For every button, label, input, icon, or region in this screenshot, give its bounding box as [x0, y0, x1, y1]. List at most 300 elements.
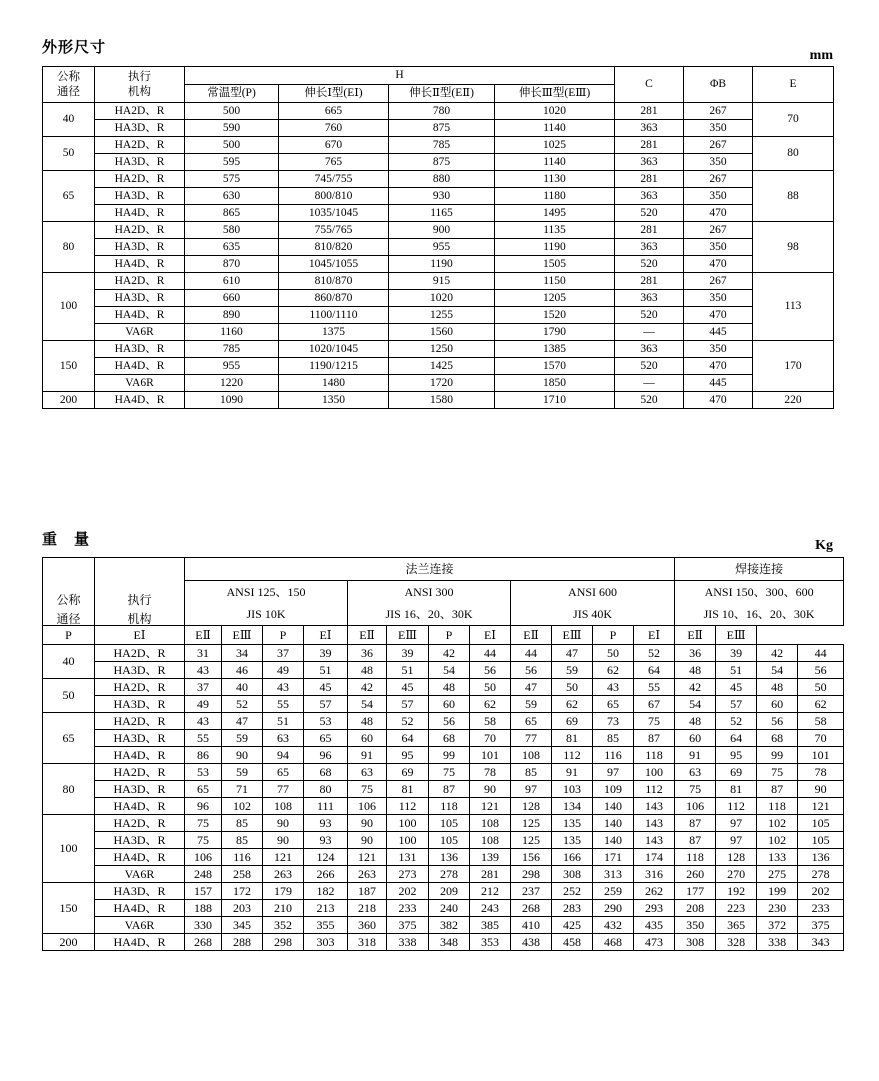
weight-value: 100	[387, 815, 429, 832]
weight-value: 425	[552, 917, 593, 934]
actuator: HA4D、R	[95, 358, 185, 375]
c-value: 281	[615, 222, 684, 239]
weight-value: 80	[304, 781, 348, 798]
h-e3: 1790	[495, 324, 615, 341]
h-e2: 1580	[389, 392, 495, 409]
weight-value: 43	[593, 679, 634, 696]
weight-value: 48	[757, 679, 798, 696]
actuator: HA3D、R	[95, 781, 185, 798]
table-row	[43, 103, 834, 120]
table-row	[43, 222, 834, 239]
weight-value: 432	[593, 917, 634, 934]
weight-value: 308	[552, 866, 593, 883]
weight-value: 135	[552, 815, 593, 832]
actuator: HA3D、R	[95, 883, 185, 900]
weight-value: 233	[387, 900, 429, 917]
weight-value: 45	[716, 679, 757, 696]
weight-value: 139	[470, 849, 511, 866]
weight-value: 51	[263, 713, 304, 730]
weight-value: 375	[387, 917, 429, 934]
weight-value: 298	[511, 866, 552, 883]
weight-value: 49	[263, 662, 304, 679]
table-row	[43, 917, 844, 934]
c-value: 520	[615, 307, 684, 324]
weight-value: 85	[222, 832, 263, 849]
weight-value: 90	[348, 815, 387, 832]
weight-value: 109	[593, 781, 634, 798]
b-value: 350	[684, 188, 753, 205]
weight-value: 174	[634, 849, 675, 866]
actuator: HA2D、R	[95, 273, 185, 290]
header-col-3-4: EⅢ	[552, 626, 593, 645]
table-row	[43, 256, 834, 273]
table-row	[43, 662, 844, 679]
header-col-2-4: EⅢ	[387, 626, 429, 645]
weight-value: 318	[348, 934, 387, 951]
header-col-2-3: EⅡ	[348, 626, 387, 645]
table-row	[43, 883, 844, 900]
weight-value: 124	[304, 849, 348, 866]
weight-value: 44	[470, 645, 511, 662]
c-value: 363	[615, 188, 684, 205]
weight-value: 78	[798, 764, 844, 781]
c-value: 281	[615, 273, 684, 290]
h-e1: 760	[279, 120, 389, 137]
b-value: 470	[684, 392, 753, 409]
header-weld: 焊接连接	[675, 558, 844, 581]
h-e2: 900	[389, 222, 495, 239]
weight-value: 108	[470, 832, 511, 849]
h-p: 500	[185, 137, 279, 154]
h-e1: 1100/1110	[279, 307, 389, 324]
weight-value: 134	[552, 798, 593, 815]
weight-value: 223	[716, 900, 757, 917]
c-value: 363	[615, 120, 684, 137]
header-col-4-2: EⅠ	[634, 626, 675, 645]
weight-value: 100	[387, 832, 429, 849]
table-row	[43, 324, 834, 341]
table-row	[43, 679, 844, 696]
nominal-size: 200	[43, 392, 95, 409]
h-e2: 1425	[389, 358, 495, 375]
weight-value: 46	[222, 662, 263, 679]
actuator: HA4D、R	[95, 900, 185, 917]
weight-value: 212	[470, 883, 511, 900]
weight-value: 44	[511, 645, 552, 662]
h-e3: 1205	[495, 290, 615, 307]
weight-value: 87	[675, 832, 716, 849]
weight-value: 382	[429, 917, 470, 934]
weight-value: 128	[716, 849, 757, 866]
weight-value: 67	[634, 696, 675, 713]
weight-value: 48	[675, 713, 716, 730]
actuator: HA3D、R	[95, 832, 185, 849]
weight-value: 54	[757, 662, 798, 679]
header-col-1-3: EⅡ	[185, 626, 222, 645]
weight-value: 99	[429, 747, 470, 764]
weight-title: 重 量	[42, 532, 91, 548]
weight-value: 75	[185, 832, 222, 849]
weight-value: 105	[798, 832, 844, 849]
weight-value: 90	[263, 832, 304, 849]
weight-value: 43	[185, 662, 222, 679]
header-std-2-l2: JIS 16、20、30K	[348, 603, 511, 626]
nominal-size: 200	[43, 934, 95, 951]
h-p: 630	[185, 188, 279, 205]
weight-value: 179	[263, 883, 304, 900]
weight-value: 90	[263, 815, 304, 832]
header-std-1-l1: ANSI 125、150	[185, 581, 348, 604]
h-e3: 1020	[495, 103, 615, 120]
header-col-1-2: EⅠ	[95, 626, 185, 645]
header-std-4-l2: JIS 10、16、20、30K	[675, 603, 844, 626]
table-row	[43, 188, 834, 205]
actuator: HA4D、R	[95, 205, 185, 222]
header-col-3-3: EⅡ	[511, 626, 552, 645]
header-std-3-l2: JIS 40K	[511, 603, 675, 626]
weight-value: 121	[470, 798, 511, 815]
weight-value: 69	[552, 713, 593, 730]
table-row	[43, 798, 844, 815]
table-row	[43, 781, 844, 798]
weight-value: 95	[387, 747, 429, 764]
weight-value: 105	[429, 832, 470, 849]
weight-value: 218	[348, 900, 387, 917]
weight-value: 59	[222, 730, 263, 747]
table-row	[43, 764, 844, 781]
weight-value: 118	[757, 798, 798, 815]
h-p: 610	[185, 273, 279, 290]
weight-value: 48	[429, 679, 470, 696]
weight-value: 97	[716, 832, 757, 849]
weight-value: 87	[429, 781, 470, 798]
weight-value: 111	[304, 798, 348, 815]
actuator: VA6R	[95, 375, 185, 392]
weight-value: 268	[511, 900, 552, 917]
weight-value: 39	[716, 645, 757, 662]
weight-value: 49	[185, 696, 222, 713]
header-col-2-2: EⅠ	[304, 626, 348, 645]
weight-value: 40	[222, 679, 263, 696]
h-e2: 1165	[389, 205, 495, 222]
weight-value: 208	[675, 900, 716, 917]
weight-value: 90	[470, 781, 511, 798]
h-e3: 1495	[495, 205, 615, 222]
header-col-3-2: EⅠ	[470, 626, 511, 645]
weight-value: 343	[798, 934, 844, 951]
header-h-p: 常温型(P)	[185, 85, 279, 103]
c-value: 363	[615, 290, 684, 307]
h-p: 785	[185, 341, 279, 358]
weight-value: 54	[675, 696, 716, 713]
weight-value: 56	[470, 662, 511, 679]
weight-header-actuator: 执行 机构	[127, 593, 152, 626]
weight-value: 355	[304, 917, 348, 934]
h-p: 870	[185, 256, 279, 273]
weight-value: 100	[634, 764, 675, 781]
weight-value: 187	[348, 883, 387, 900]
weight-value: 55	[634, 679, 675, 696]
weight-value: 53	[185, 764, 222, 781]
weight-value: 36	[675, 645, 716, 662]
weight-value: 81	[716, 781, 757, 798]
b-value: 267	[684, 222, 753, 239]
h-e2: 780	[389, 103, 495, 120]
weight-value: 93	[304, 815, 348, 832]
weight-value: 43	[263, 679, 304, 696]
weight-value: 97	[716, 815, 757, 832]
weight-value: 85	[593, 730, 634, 747]
table-row	[43, 273, 834, 290]
weight-value: 48	[348, 662, 387, 679]
weight-value: 140	[593, 832, 634, 849]
nominal-size: 65	[43, 713, 95, 764]
actuator: HA4D、R	[95, 392, 185, 409]
weight-value: 143	[634, 832, 675, 849]
weight-value: 268	[185, 934, 222, 951]
weight-value: 435	[634, 917, 675, 934]
b-value: 470	[684, 307, 753, 324]
weight-value: 37	[185, 679, 222, 696]
weight-value: 136	[798, 849, 844, 866]
weight-value: 182	[304, 883, 348, 900]
weight-value: 45	[304, 679, 348, 696]
table-row	[43, 341, 834, 358]
weight-value: 290	[593, 900, 634, 917]
weight-value: 87	[757, 781, 798, 798]
header-col-4-1: P	[593, 626, 634, 645]
c-value: 281	[615, 103, 684, 120]
b-value: 445	[684, 324, 753, 341]
h-p: 955	[185, 358, 279, 375]
weight-value: 31	[185, 645, 222, 662]
weight-value: 103	[552, 781, 593, 798]
table-row	[43, 934, 844, 951]
actuator: HA4D、R	[95, 849, 185, 866]
weight-value: 96	[304, 747, 348, 764]
table-row	[43, 832, 844, 849]
nominal-size: 80	[43, 764, 95, 815]
weight-value: 125	[511, 815, 552, 832]
weight-value: 77	[511, 730, 552, 747]
table-row	[43, 696, 844, 713]
actuator: HA4D、R	[95, 747, 185, 764]
header-std-1-l2: JIS 10K	[185, 603, 348, 626]
weight-value: 42	[675, 679, 716, 696]
actuator: HA3D、R	[95, 662, 185, 679]
header-h-e2: 伸长Ⅱ型(EⅡ)	[389, 85, 495, 103]
weight-value: 75	[634, 713, 675, 730]
h-e1: 1045/1055	[279, 256, 389, 273]
weight-value: 51	[716, 662, 757, 679]
weight-value: 45	[387, 679, 429, 696]
weight-value: 56	[429, 713, 470, 730]
weight-value: 65	[263, 764, 304, 781]
weight-value: 57	[387, 696, 429, 713]
b-value: 267	[684, 103, 753, 120]
c-value: —	[615, 324, 684, 341]
weight-value: 243	[470, 900, 511, 917]
weight-value: 166	[552, 849, 593, 866]
header-b: ΦB	[684, 67, 753, 103]
weight-value: 99	[757, 747, 798, 764]
c-value: —	[615, 375, 684, 392]
weight-value: 108	[263, 798, 304, 815]
b-value: 350	[684, 120, 753, 137]
h-p: 590	[185, 120, 279, 137]
weight-value: 75	[185, 815, 222, 832]
weight-value: 365	[716, 917, 757, 934]
weight-value: 270	[716, 866, 757, 883]
weight-value: 48	[348, 713, 387, 730]
weight-value: 94	[263, 747, 304, 764]
weight-value: 44	[798, 645, 844, 662]
weight-value: 348	[429, 934, 470, 951]
actuator: HA3D、R	[95, 239, 185, 256]
h-p: 635	[185, 239, 279, 256]
weight-value: 36	[348, 645, 387, 662]
weight-value: 69	[387, 764, 429, 781]
weight-value: 81	[387, 781, 429, 798]
weight-value: 101	[798, 747, 844, 764]
h-e3: 1130	[495, 171, 615, 188]
weight-value: 53	[304, 713, 348, 730]
weight-value: 54	[348, 696, 387, 713]
weight-value: 203	[222, 900, 263, 917]
dimensions-table	[42, 66, 834, 409]
weight-value: 77	[263, 781, 304, 798]
header-col-4-3: EⅡ	[675, 626, 716, 645]
e-value: 80	[753, 137, 834, 171]
weight-value: 64	[634, 662, 675, 679]
h-e3: 1140	[495, 120, 615, 137]
h-e1: 665	[279, 103, 389, 120]
weight-value: 136	[429, 849, 470, 866]
weight-value: 188	[185, 900, 222, 917]
weight-value: 458	[552, 934, 593, 951]
b-value: 350	[684, 341, 753, 358]
weight-value: 372	[757, 917, 798, 934]
weight-value: 106	[348, 798, 387, 815]
weight-value: 96	[185, 798, 222, 815]
header-actuator: 执行 机构	[95, 67, 185, 103]
weight-value: 91	[552, 764, 593, 781]
weight-value: 273	[387, 866, 429, 883]
weight-value: 308	[675, 934, 716, 951]
nominal-size: 65	[43, 171, 95, 222]
weight-value: 121	[263, 849, 304, 866]
weight-value: 140	[593, 815, 634, 832]
weight-value: 65	[593, 696, 634, 713]
weight-value: 102	[757, 832, 798, 849]
weight-value: 259	[593, 883, 634, 900]
weight-value: 75	[348, 781, 387, 798]
weight-value: 385	[470, 917, 511, 934]
weight-value: 278	[429, 866, 470, 883]
h-p: 1090	[185, 392, 279, 409]
weight-value: 106	[185, 849, 222, 866]
weight-value: 48	[675, 662, 716, 679]
h-e1: 800/810	[279, 188, 389, 205]
weight-value: 43	[185, 713, 222, 730]
table-row	[43, 154, 834, 171]
h-p: 500	[185, 103, 279, 120]
weight-value: 278	[798, 866, 844, 883]
h-e3: 1385	[495, 341, 615, 358]
h-e2: 875	[389, 120, 495, 137]
weight-value: 70	[470, 730, 511, 747]
weight-value: 71	[222, 781, 263, 798]
weight-value: 50	[552, 679, 593, 696]
b-value: 470	[684, 358, 753, 375]
weight-value: 87	[675, 815, 716, 832]
c-value: 520	[615, 358, 684, 375]
nominal-size: 100	[43, 273, 95, 341]
actuator: HA3D、R	[95, 341, 185, 358]
weight-value: 128	[511, 798, 552, 815]
h-e2: 1250	[389, 341, 495, 358]
weight-value: 85	[222, 815, 263, 832]
actuator: HA3D、R	[95, 188, 185, 205]
header-col-2-1: P	[263, 626, 304, 645]
h-e1: 765	[279, 154, 389, 171]
actuator: HA3D、R	[95, 730, 185, 747]
h-e2: 915	[389, 273, 495, 290]
h-p: 1220	[185, 375, 279, 392]
h-e1: 860/870	[279, 290, 389, 307]
weight-value: 75	[675, 781, 716, 798]
weight-value: 64	[716, 730, 757, 747]
actuator: HA2D、R	[95, 679, 185, 696]
h-e1: 1375	[279, 324, 389, 341]
weight-value: 338	[387, 934, 429, 951]
weight-value: 50	[593, 645, 634, 662]
table-row	[43, 375, 834, 392]
weight-value: 90	[798, 781, 844, 798]
weight-value: 90	[348, 832, 387, 849]
table-row	[43, 645, 844, 662]
header-e: E	[753, 67, 834, 103]
b-value: 350	[684, 290, 753, 307]
b-value: 350	[684, 154, 753, 171]
weight-value: 266	[304, 866, 348, 883]
weight-value: 51	[387, 662, 429, 679]
weight-value: 97	[511, 781, 552, 798]
weight-value: 85	[511, 764, 552, 781]
weight-value: 199	[757, 883, 798, 900]
h-e1: 1480	[279, 375, 389, 392]
nominal-size: 100	[43, 815, 95, 883]
nominal-size: 40	[43, 645, 95, 679]
weight-value: 47	[222, 713, 263, 730]
weight-value: 64	[387, 730, 429, 747]
actuator: HA3D、R	[95, 696, 185, 713]
weight-value: 293	[634, 900, 675, 917]
weight-value: 131	[387, 849, 429, 866]
h-e2: 1020	[389, 290, 495, 307]
weight-value: 91	[675, 747, 716, 764]
weight-value: 260	[675, 866, 716, 883]
table-row	[43, 290, 834, 307]
weight-value: 105	[798, 815, 844, 832]
actuator: HA2D、R	[95, 645, 185, 662]
h-p: 580	[185, 222, 279, 239]
table-row	[43, 713, 844, 730]
weight-value: 60	[757, 696, 798, 713]
weight-value: 303	[304, 934, 348, 951]
e-value: 98	[753, 222, 834, 273]
weight-value: 39	[387, 645, 429, 662]
